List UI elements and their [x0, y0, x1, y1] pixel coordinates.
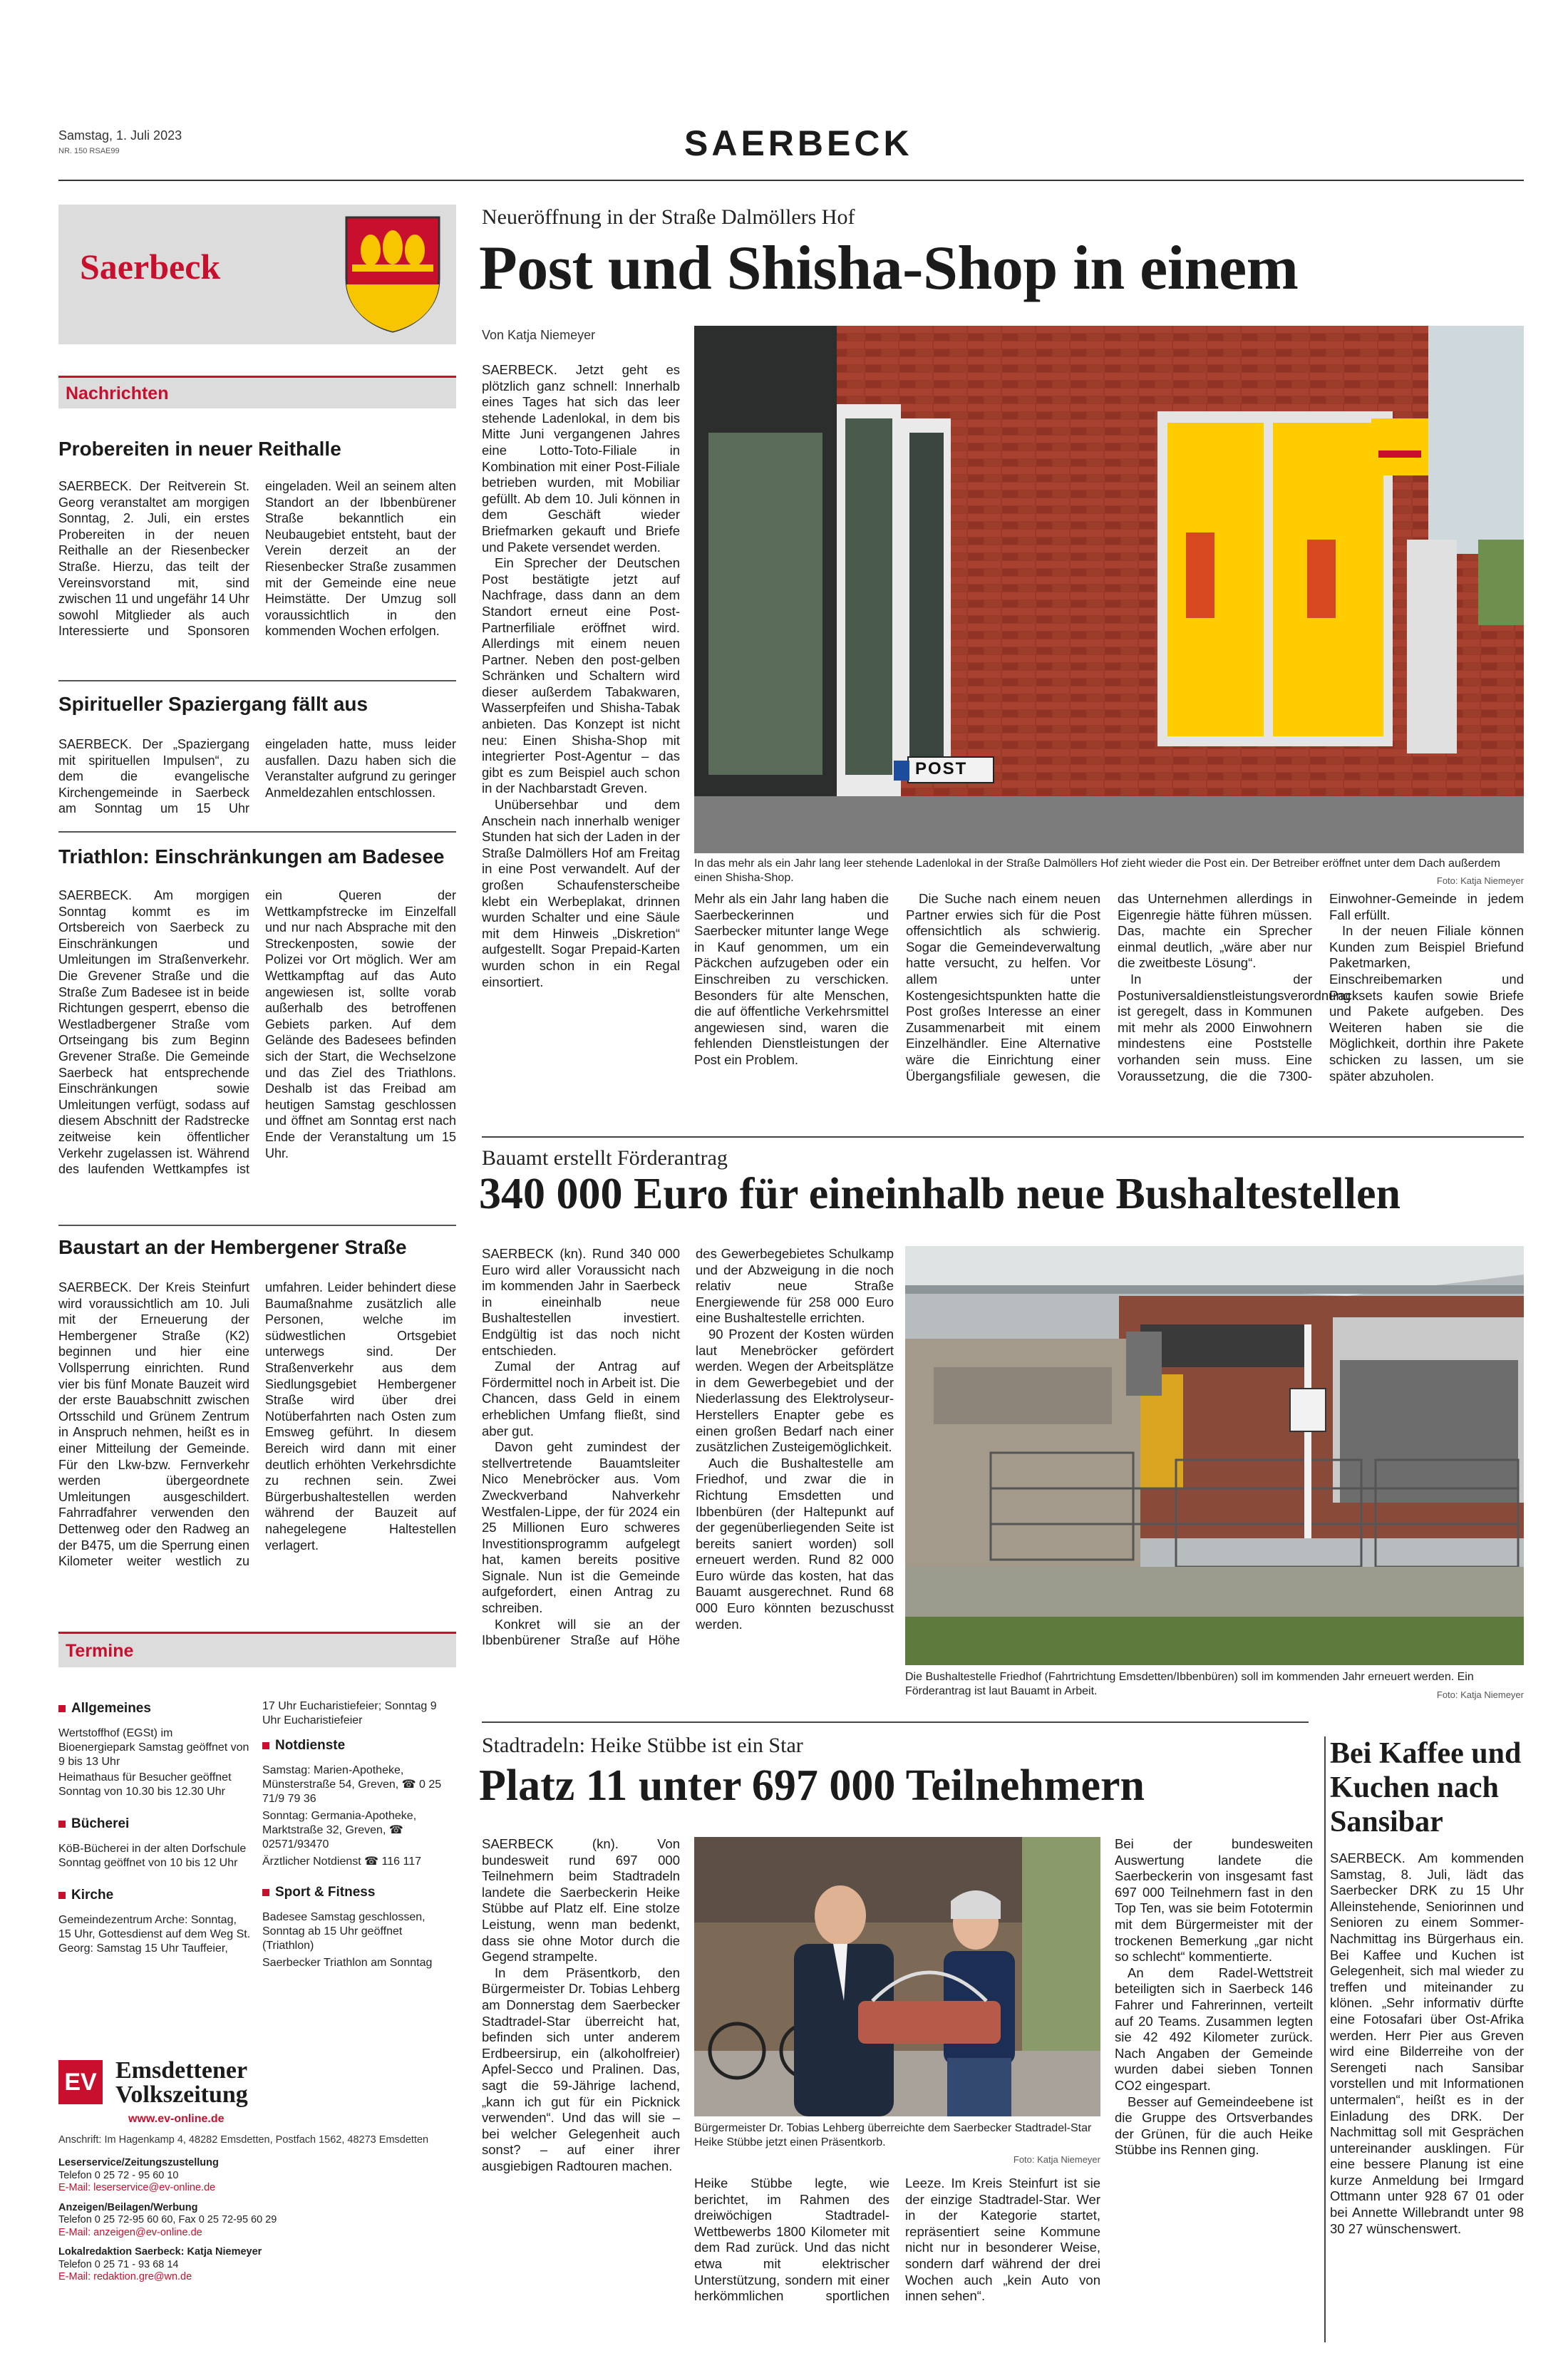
- post-sign-label: POST: [915, 759, 968, 778]
- publisher-contacts: [58, 2157, 458, 2284]
- photo-credit: Foto: Katja Niemeyer: [1013, 2154, 1100, 2165]
- article2-para: Davon geht zumindest der stellvertretende Bauamtsleiter Nico Menebröcker aus. Vom Zweckverband Nahverkehr Westfalen-Lippe, der für 2024 ein 25 Millionen Euro schweres Investitionsprogramm aufgelegt hat, kamen bereits positive Signale. Nun ist die Gemeinde aufgefordert, einen Antrag zu schreiben.: [482, 1439, 680, 1616]
- article-divider: [482, 1721, 1309, 1723]
- termine-entry: Ärztlicher Notdienst ☎ 116 117: [262, 1855, 421, 1868]
- termine-entry: Wertstoffhof (EGSt) im Bioenergiepark Samstag geöffnet von 9 bis 13 Uhr: [58, 1727, 249, 1768]
- bullet-icon: [262, 1889, 269, 1896]
- article2-para: 90 Prozent der Kosten würden laut Menebröcker gefördert werden. Wegen der Arbeitsplätze in dem Gewerbegebiet und der Niederlassung des Elektrolyseur-Herstellers Enapter gebe es einen großen Bedarf nach einer zusätzlichen Zusteigemöglichkeit.: [696, 1326, 894, 1455]
- bus-stop-photo: [905, 1246, 1524, 1665]
- contact-email[interactable]: E-Mail: anzeigen@ev-online.de: [58, 2226, 202, 2238]
- article-divider: [482, 1136, 1524, 1138]
- article1-para: Die Suche nach einem neuen Partner erwies sich für die Post offensichtlich als schwierig. Sogar die Gemeindeverwaltung hatte versucht, zu helfen. Vor allem unter Kostengesichtspunkten hatte die Post großes Interesse an einer Zusammenarbeit mit einem Einzelhändler. Eine Alternative wäre die Einrichtung einer Übergangsfiliale gewesen, die das Unternehmen allerdings in Eigenregie hätte führen müssen. Das, machte ein Sprecher einmal deutlich, „wäre aber nur die zweitbeste Lösung“.: [906, 891, 1312, 1084]
- termine-entry: Sonntag: Germania-Apotheke, Marktstraße 32, Greven, ☎ 02571/93470: [262, 1810, 417, 1851]
- article1-kicker: Neueröffnung in der Straße Dalmöllers Hof: [482, 205, 855, 229]
- termine-entry: Samstag: Marien-Apotheke, Münsterstraße 54, Greven, ☎ 0 25 71/9 79 36: [262, 1764, 442, 1805]
- article2-para: Zumal der Antrag auf Fördermittel noch in Arbeit ist. Die Chancen, dass Geld in einem erheblichen Umfang fließt, sind aber gut.: [482, 1359, 680, 1438]
- article1-para: Unübersehbar und dem Anschein nach innerhalb weniger Stunden hat sich der Laden in der Straße Dalmöllers Hof am Freitag in eine Post verwandelt. Auf der großen Schaufensterscheibe klebt ein Werbeplakat, drinnen wurden Schalter und eine Säule mit dem Hinweis „Diskretion“ aufgestellt. Sogar Prepaid-Karten wurden schon in ein Regal einsortiert.: [482, 797, 680, 989]
- article4-headline: Bei Kaffee und Kuchen nach Sansibar: [1330, 1737, 1522, 1838]
- masthead-rule: [58, 180, 1524, 181]
- nachrichten-header: [58, 376, 456, 408]
- local-box: [58, 205, 456, 344]
- news-body: SAERBECK. Am morgigen Sonntag kommt es im Ortsbereich von Saerbeck zu Einschränkungen und Umleitungen im Straßenverkehr. Die Grevener Straße und die Straße Zum Badesee ist in beide Richtungen gesperrt, ebenso die Westladbergener Straße vom Ortseingang bis zum Beginn Grevener Straße. Die Gemeinde Saerbeck hat entsprechende Einschränkungen sowie Umleitungen verfügt, sodass auf diesem Abschnitt der Radstrecke zeitweise kein öffentlicher Verkehr zugelassen ist. Während des laufenden Wettkampfes ist ein Queren der Wettkampfstrecke im Einzelfall und nur nach Absprache mit den Streckenposten, sowie der Polizei vor Ort möglich. Wer am Wettkampftag auf das Auto angewiesen ist, sollte vorab außerhalb des betroffenen Gebiets parken. Auf dem Gelände des Badesees befinden sich der Start, die Wechselzone und das Ziel des Triathlons. Deshalb ist das Freibad am heutigen Samstag geschlossen und öffnet am Sonntag erst nach Ende der Veranstaltung um 15 Uhr.: [58, 888, 456, 1177]
- contact-line: Telefon 0 25 72 - 95 60 10: [58, 2169, 179, 2181]
- photo-credit: Foto: Katja Niemeyer: [1436, 1689, 1524, 1700]
- category-label: Allgemeines: [71, 1701, 151, 1716]
- contact-title: Lokalredaktion Saerbeck: Katja Niemeyer: [58, 2246, 262, 2258]
- article3-headline: Platz 11 unter 697 000 Teilnehmern: [479, 1761, 1145, 1810]
- article1-para: Ein Sprecher der Deutschen Post bestätigte jetzt auf Nachfrage, dass dann an dem Standort erneut eine Post-Partnerfiliale eröffnet wird. Allerdings mit einem neuen Partner. Neben den post-gelben Schränken und Schaltern wird dieser außerdem Tabakwaren, Wasserpfeifen und Shisha-Tabak anbieten. Das Konzept ist nicht neu: Einen Shisha-Shop mit integrierter Post-Agentur – das gibt es zum Beispiel auch schon in der Nachbarstadt Greven.: [482, 555, 680, 796]
- termine-col-2: [262, 1699, 456, 1970]
- termine-header: [58, 1632, 456, 1667]
- termine-category: [262, 1885, 456, 1900]
- local-box-title: Saerbeck: [80, 247, 221, 287]
- termine-category: [58, 1888, 252, 1903]
- article3-para: SAERBECK (kn). Von bundesweit rund 697 000 Teilnehmern beim Stadtradeln landete die Saerbeckerin Heike Stübbe auf Platz elf. Eine stolze Leistung, wenn man bedenkt, dass sie ohne Motor durch die Gegend strampelte.: [482, 1836, 680, 1965]
- article1-columns: [694, 891, 1524, 1170]
- termine-category: [58, 1816, 252, 1832]
- publisher-name-line1: Emsdettener: [115, 2057, 248, 2084]
- article3-para: In dem Präsentkorb, den Bürgermeister Dr. Tobias Lehberg am Donnerstag dem Saerbecker Stadtradel-Star überreicht hat, befinden sich unter anderem Erdbeersirup, ein (alkoholfreier) Apfel-Secco und Pralinen. Das, sagt die 59-Jährige lachend, „kann ich gut für ein Picknick verwenden“. Und das will sie – bei welcher Gelegenheit auch sonst? – auf einer ihrer ausgiebigen Radtouren machen.: [482, 1965, 680, 2173]
- article2-para: SAERBECK (kn). Rund 340 000 Euro wird aller Voraussicht nach im kommenden Jahr in Saerbeck in eineinhalb neue Bushaltestellen investiert. Endgültig ist das noch nicht entschieden.: [482, 1246, 680, 1358]
- article1-para: In der neuen Filiale können Kunden zum Beispiel Briefund Paketmarken, Einschreibemarken und Packsets kaufen sowie Briefe und Pakete aufgeben. Des Weiteren haben sie die Möglichkeit, dorthin ihre Pakete schicken zu lassen, um sie später abzuholen.: [1329, 923, 1524, 1084]
- article3-col-1: [482, 1836, 680, 2335]
- masthead-code: NR. 150 RSAE99: [58, 147, 120, 155]
- termine-entry: Badesee Samstag geschlossen, Sonntag ab 15 Uhr geöffnet (Triathlon): [262, 1911, 425, 1952]
- photo-caption: In das mehr als ein Jahr lang leer stehende Ladenlokal in der Straße Dalmöllers Hof zieht wieder die Post ein. Der Betreiber eröffnet unter dem Dach außerdem einen Shisha-Shop.: [694, 858, 1500, 884]
- publisher-name: [115, 2059, 248, 2107]
- article1-headline: Post und Shisha-Shop in einem: [479, 234, 1299, 303]
- section-title: SAERBECK: [684, 123, 913, 163]
- category-label: Kirche: [71, 1888, 114, 1903]
- contact-email[interactable]: E-Mail: leserservice@ev-online.de: [58, 2182, 216, 2193]
- contact-line: Telefon 0 25 72-95 60 60, Fax 0 25 72-95 60 29: [58, 2214, 277, 2225]
- contact-title: Leserservice/Zeitungszustellung: [58, 2157, 219, 2168]
- article1-lead: SAERBECK. Jetzt geht es plötzlich ganz schnell: Innerhalb eines Tages hat sich das leer stehende Ladenlokal, in dem bis Mitte Juni vergangenen Jahres eine Lotto-Toto-Filiale in Kombination mit einer Post-Filiale betrieben wurden, mit Mobiliar gefüllt. Ab dem 10. Juli können in dem Geschäft wieder Briefmarken gekauft und Briefe und Pakete versendet werden.: [482, 362, 680, 555]
- article3-lower: [694, 2176, 1100, 2335]
- category-label: Notdienste: [275, 1738, 346, 1753]
- publisher-address: Anschrift: Im Hagenkamp 4, 48282 Emsdetten, Postfach 1562, 48273 Emsdetten: [58, 2134, 429, 2146]
- news-headline: Triathlon: Einschränkungen am Badesee: [58, 845, 445, 868]
- article2-kicker: Bauamt erstellt Förderantrag: [482, 1146, 728, 1170]
- article3-para: An dem Radel-Wettstreit beteiligten sich in Saerbeck 146 Fahrer und Fahrerinnen, verteilt auf 20 Teams. Zusammen legten sie 42 492 Kilometer zurück. Nach Angaben der Gemeinde wurden dabei sieben Tonnen CO2 eingespart.: [1115, 1965, 1313, 2093]
- article2-para: Konkret will sie an der Ibbenbürener Straße auf Höhe des Gewerbegebietes Schulkamp und der Abzweigung in die noch relativ neue Straße Energiewende für 258 000 Euro eine Bushaltestelle errichten.: [482, 1246, 894, 1648]
- article3-para: Besser auf Gemeindeebene ist die Gruppe des Ortsverbandes der Grünen, für die auch Heike Stübbe ins Rennen ging.: [1115, 2094, 1313, 2158]
- termine-col-1: [58, 1701, 252, 1956]
- bullet-icon: [58, 1821, 66, 1828]
- termine-category: [262, 1738, 456, 1754]
- post-office-photo: [694, 326, 1524, 853]
- news-body: SAERBECK. Der „Spaziergang mit spirituellen Impulsen“, zu dem die evangelische Kirchengemeinde in Saerbeck am Sonntag um 15 Uhr eingeladen hatte, muss leider ausfallen. Dazu haben sich die Veranstalter aufgrund zu geringer Anmeldezahlen entschlossen.: [58, 737, 456, 816]
- termine-entry: Gemeindezentrum Arche: Sonntag, 15 Uhr, Gottesdienst auf dem Weg St. Georg: Samstag 15 Uhr Tauffeier,: [58, 1914, 251, 1955]
- termine-entry: 17 Uhr Eucharistiefeier; Sonntag 9 Uhr Eucharistiefeier: [262, 1700, 437, 1726]
- masthead-date: Samstag, 1. Juli 2023: [58, 128, 182, 143]
- termine-category: [58, 1701, 252, 1716]
- termine-entry: Saerbecker Triathlon am Sonntag: [262, 1957, 433, 1969]
- news-headline: Probereiten in neuer Reithalle: [58, 438, 341, 460]
- termine-label: Termine: [66, 1641, 134, 1661]
- article3-col-4: [1115, 1836, 1313, 2335]
- divider: [58, 680, 456, 681]
- bullet-icon: [58, 1892, 66, 1899]
- article1-byline: Von Katja Niemeyer: [482, 328, 596, 342]
- article2-para: Auch die Bushaltestelle am Friedhof, und zwar die in Richtung Emsdetten und Ibbenbüren (der Haltepunkt auf der gegenüberliegenden Seite ist bereits saniert worden) soll erneuert werden. Rund 82 000 Euro würde das kosten, hat das Bauamt ausgerechnet. Rund 68 000 Euro könnten bezuschusst werden.: [696, 1455, 894, 1632]
- news-body: SAERBECK. Der Kreis Steinfurt wird voraussichtlich am 10. Juli mit der Erneuerung der Hembergener Straße (K2) beginnen und hier eine Vollsperrung einrichten. Rund vier bis fünf Monate Bauzeit wird der erste Bauabschnitt zwischen Ortsschild und Grünem Zentrum in Anspruch nehmen, heißt es in einer Mitteilung der Gemeinde. Für den Lkw-bzw. Fernverkehr werden übergeordnete Umleitungen ausgeschildert. Fahrradfahrer verwenden den Dettenweg oder den Radweg an der B475, um die Sperrung einen Kilometer weiter westlich zu umfahren. Leider behindert diese Baumaßnahme zusätzlich alle Personen, welche im südwestlichen Ortsgebiet unterwegs sind. Der Straßenverkehr aus dem Siedlungsgebiet Hembergener Straße wird über drei Notüberfahrten nach Osten zum Emsweg geführt. In diesem Bereich wird dann mit einer deutlich erhöhten Verkehrsdichte zu rechnen sein. Zwei Bürgerbushaltestellen werden während der Bauzeit auf nahegelegene Haltestellen verlagert.: [58, 1280, 456, 1569]
- contact-email[interactable]: E-Mail: redaktion.gre@wn.de: [58, 2271, 192, 2282]
- divider: [58, 1225, 456, 1226]
- divider: [58, 831, 456, 833]
- article3-para: Bei der bundesweiten Auswertung landete die Saerbeckerin von insgesamt fast 697 000 Teilnehmern fast in den Top Ten, was sie beim Fototermin mit dem Bürgermeister mit der trockenen Bemerkung „gar nicht so schlecht“ kommentierte.: [1115, 1836, 1313, 1965]
- news-headline: Baustart an der Hembergener Straße: [58, 1236, 407, 1258]
- contact-line: Telefon 0 25 71 - 93 68 14: [58, 2258, 179, 2270]
- publisher-name-line2: Volkszeitung: [115, 2081, 248, 2108]
- photo-caption: Bürgermeister Dr. Tobias Lehberg überreichte dem Saerbecker Stadtradel-Star Heike Stübbe jetzt einen Präsentkorb.: [694, 2122, 1092, 2148]
- article4-para: SAERBECK. Am kommenden Samstag, 8. Juli, lädt das Saerbecker DRK zu 15 Uhr Alleinstehende, Seniorinnen und Senioren zu einem Sommer-Nachmittag ins Bürgerhaus ein. Bei Kaffee und Kuchen ist Gelegenheit, sich mal wieder zu treffen und miteinander zu klönen. „Sehr informativ dürfte eine Fotosafari über Ost-Afrika werden. Herr Pier aus Greven wird eine Bilderreihe von der Serengeti nach Sansibar vorstellen und mit Informationen untermalen“, heißt es in der Einladung des DRK. Der Nachmittag soll mit Gesprächen untereinander ausklingen. Für eine bessere Planung ist eine kurze Anmeldung bei Irmgard Ottmann unter 928 67 01 oder bei Annette Willebrandt unter 98 30 27 wünschenswert.: [1330, 1851, 1524, 2236]
- nachrichten-label: Nachrichten: [66, 384, 169, 403]
- publisher-logo: EV: [58, 2060, 103, 2104]
- article3-kicker: Stadtradeln: Heike Stübbe ist ein Star: [482, 1734, 803, 1757]
- news-headline: Spiritueller Spaziergang fällt aus: [58, 693, 368, 715]
- article3-para: Heike Stübbe legte, wie berichtet, im Rahmen des dreiwöchigen Stadtradel-Wettbewerbs 1800 Kilometer mit dem Rad zurück. Und das nicht etwa mit elektrischer Unterstützung, sondern mit einer herkömmlichen sportlichen Leeze. Im Kreis Steinfurt ist sie der einzige Stadtradel-Star. Wer in der Kategorie startet, repräsentiert seine Kommune nicht nur in besonderer Weise, sondern darf während der drei Wochen auch „kein Auto von innen sehen“.: [694, 2176, 1100, 2304]
- article2-headline: 340 000 Euro für eineinhalb neue Bushaltestellen: [479, 1170, 1401, 1218]
- article1-intro: [482, 362, 680, 989]
- article1-para: In der Postuniversaldienstleistungsverordnung ist geregelt, dass in Kommunen mit mehr als 2000 Einwohnern mindestens eine Poststelle vorhanden sein muss. Eine Voraussetzung, die die 7300-Einwohner-Gemeinde in jedem Fall erfüllt.: [1118, 891, 1524, 1084]
- photo-caption: Die Bushaltestelle Friedhof (Fahrtrichtung Emsdetten/Ibbenbüren) soll im kommenden Jahr erneuert werden. Ein Förderantrag ist laut Bauamt in Arbeit.: [905, 1671, 1474, 1697]
- category-label: Sport & Fitness: [275, 1885, 376, 1900]
- category-label: Bücherei: [71, 1816, 130, 1831]
- article4-body: [1330, 1851, 1524, 2237]
- bullet-icon: [262, 1742, 269, 1749]
- article4-box: [1324, 1736, 1524, 2342]
- news-body: SAERBECK. Der Reitverein St. Georg veranstaltet am morgigen Sonntag, 2. Juli, ein erstes Probereiten in der neuen Reithalle an der Riesenbecker Straße. Hierzu, das teilt der Vereinsvorstand mit, sind zwischen 11 und ungefähr 14 Uhr sowohl Mitglieder als auch Interessierte und Sponsoren eingeladen. Weil an seinem alten Standort an der Ibbenbürener Straße bekanntlich ein Neubaugebiet entsteht, baut der Verein derzeit an der Riesenbecker Straße zusammen mit der Gemeinde eine neue Heimstätte. Der Umzug soll voraussichtlich in den kommenden Wochen erfolgen.: [58, 479, 456, 639]
- coat-of-arms-icon: [342, 213, 443, 334]
- award-photo: [694, 1837, 1100, 2116]
- article2-columns: [482, 1246, 894, 1702]
- termine-entry: KöB-Bücherei in der alten Dorfschule Sonntag geöffnet von 10 bis 12 Uhr: [58, 1843, 247, 1869]
- article1-para: Mehr als ein Jahr lang haben die Saerbeckerinnen und Saerbecker mitunter lange Wege in Kauf genommen, um ein Päckchen aufzugeben oder ein Einschreiben zu verschicken. Besonders für alte Menschen, die auf öffentliche Verkehrsmittel angewiesen sind, waren die fehlenden Dienstleistungen der Post ein Problem.: [694, 891, 889, 1067]
- bullet-icon: [58, 1705, 66, 1712]
- photo-credit: Foto: Katja Niemeyer: [1436, 875, 1524, 886]
- publisher-url[interactable]: www.ev-online.de: [128, 2113, 225, 2125]
- contact-title: Anzeigen/Beilagen/Werbung: [58, 2201, 198, 2213]
- termine-entry: Heimathaus für Besucher geöffnet Sonntag von 10.30 bis 12.30 Uhr: [58, 1771, 232, 1798]
